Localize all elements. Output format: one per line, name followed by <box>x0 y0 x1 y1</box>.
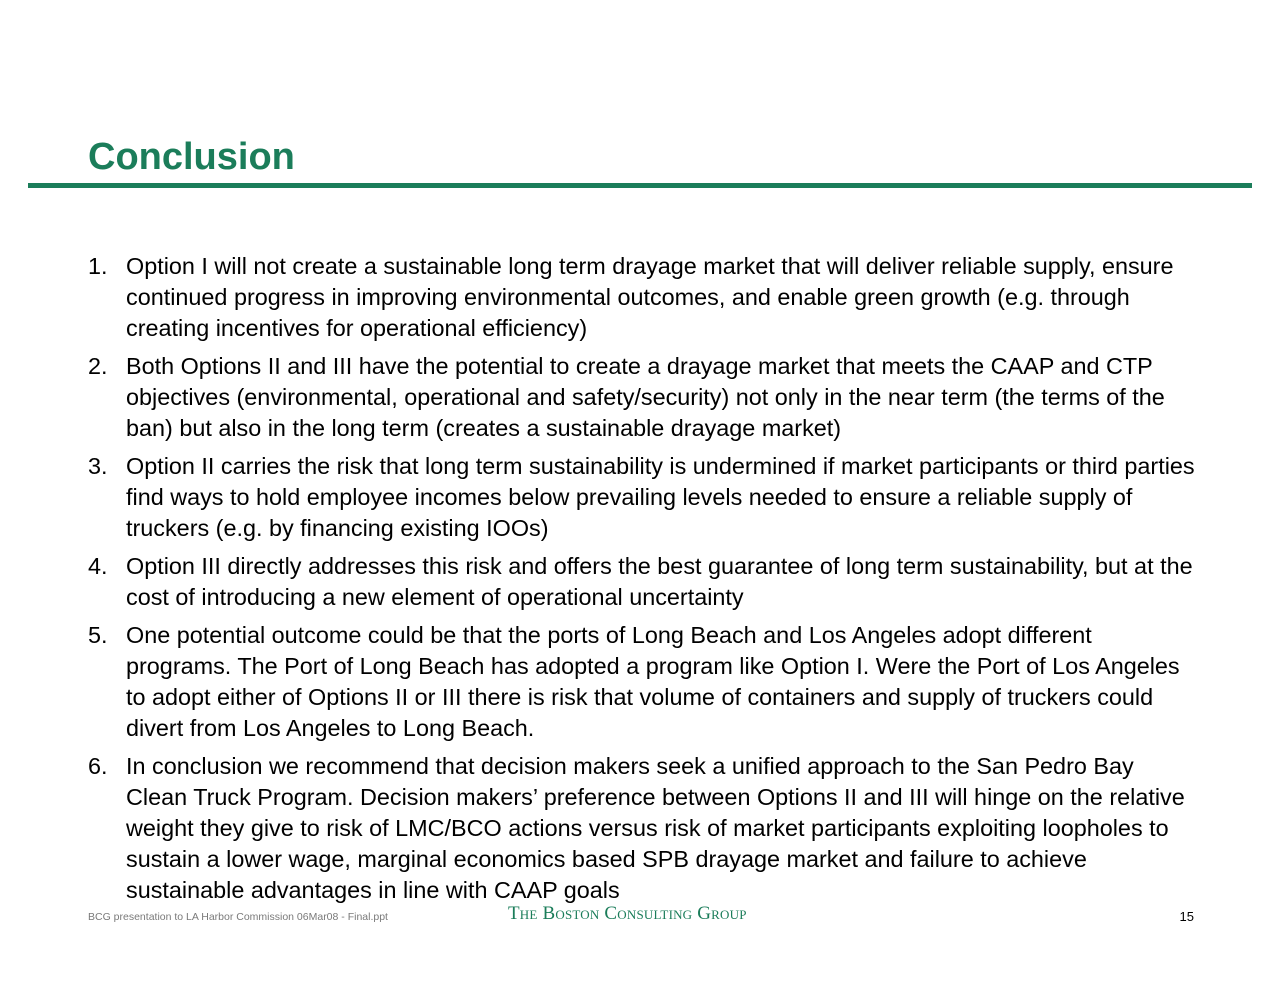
list-item <box>88 551 1198 613</box>
list-item-text: Option III directly addresses this risk and offers the best guarantee of long term sustainability, but at the cost of introducing a new element of operational uncertainty <box>126 553 1193 610</box>
conclusion-list <box>88 251 1198 913</box>
page-number: 15 <box>1179 909 1194 924</box>
list-item-number: 3. <box>88 453 108 479</box>
list-item-text: Option II carries the risk that long term sustainability is undermined if market participants or third parties find ways to hold employee incomes below prevailing levels needed to ensure a reliable supply of truckers (e.g. by financing existing IOOs) <box>126 453 1195 541</box>
list-item-number: 5. <box>88 622 108 648</box>
list-item <box>88 451 1198 544</box>
title-divider <box>28 183 1252 188</box>
list-item-number: 6. <box>88 753 108 779</box>
list-item <box>88 351 1198 444</box>
footer-source-filename: BCG presentation to LA Harbor Commission 06Mar08 - Final.ppt <box>88 911 388 923</box>
list-item-text: Option I will not create a sustainable long term drayage market that will deliver reliable supply, ensure continued progress in improving environmental outcomes, and enable green growth (e.g. through creating incentives for operational efficiency) <box>126 253 1174 341</box>
company-logo: The Boston Consulting Group <box>508 903 747 924</box>
list-item-text: One potential outcome could be that the ports of Long Beach and Los Angeles adopt different programs. The Port of Long Beach has adopted a program like Option I. Were the Port of Los Angeles to adopt either of Options II or III there is risk that volume of containers and supply of truckers could divert from Los Angeles to Long Beach. <box>126 622 1180 741</box>
list-item-number: 1. <box>88 253 108 279</box>
slide-title: Conclusion <box>88 136 295 178</box>
list-item-text: In conclusion we recommend that decision makers seek a unified approach to the San Pedro Bay Clean Truck Program. Decision makers’ preference between Options II and III will hinge on the relative weight they give to risk of LMC/BCO actions versus risk of market participants exploiting loopholes to sustain a lower wage, marginal economics based SPB drayage market and failure to achieve sustainable advantages in line with CAAP goals <box>126 753 1185 903</box>
list-item <box>88 251 1198 344</box>
list-item-number: 2. <box>88 353 108 379</box>
list-item <box>88 620 1198 744</box>
list-item-number: 4. <box>88 553 108 579</box>
list-item <box>88 751 1198 906</box>
list-item-text: Both Options II and III have the potential to create a drayage market that meets the CAAP and CTP objectives (environmental, operational and safety/security) not only in the near term (the terms of the ban) but also in the long term (creates a sustainable drayage market) <box>126 353 1165 441</box>
